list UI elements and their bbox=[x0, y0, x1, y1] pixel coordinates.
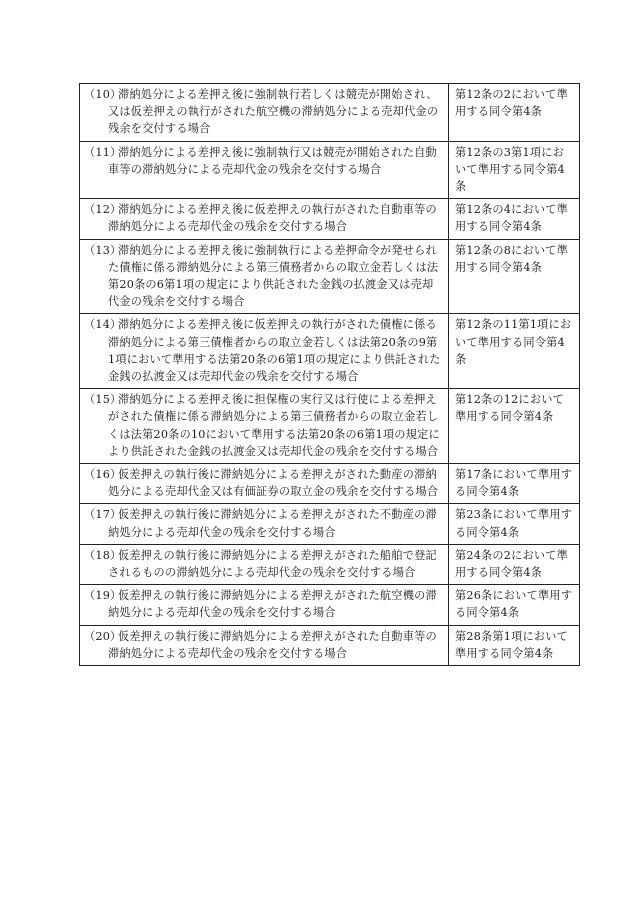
table-row bbox=[80, 544, 580, 584]
case-text: 仮差押えの執行後に滞納処分による差押えがされた航空機の滞納処分による売却代金の残余を交付する場合 bbox=[108, 589, 437, 620]
case-text: 仮差押えの執行後に滞納処分による差押えがされた動産の滞納処分による売却代金又は有価証券の取立金の残余を交付する場合 bbox=[108, 468, 439, 499]
case-number: （14） bbox=[84, 318, 122, 332]
case-text: 滞納処分による差押え後に強制執行による差押命令が発せられた債権に係る滞納処分による第三債務者からの取立金若しくは法第20条の6第1項の規定により供託された金銭の払渡金又は売却代金の残余を交付する場合 bbox=[108, 243, 439, 309]
case-cell bbox=[80, 544, 449, 584]
table-row bbox=[80, 84, 580, 142]
table-row bbox=[80, 504, 580, 544]
case-text: 滞納処分による差押え後に強制執行若しくは競売が開始され、又は仮差押えの執行がされた航空機の滞納処分による売却代金の残余を交付する場合 bbox=[108, 88, 439, 136]
table-row bbox=[80, 199, 580, 239]
reference-cell: 第17条において準用する同令第4条 bbox=[449, 464, 580, 504]
reference-cell: 第24条の2において準用する同令第4条 bbox=[449, 544, 580, 584]
case-cell bbox=[80, 314, 449, 389]
table-row bbox=[80, 141, 580, 199]
case-number: （20） bbox=[84, 629, 122, 643]
table-row bbox=[80, 389, 580, 464]
case-cell bbox=[80, 504, 449, 544]
case-cell bbox=[80, 464, 449, 504]
case-cell bbox=[80, 199, 449, 239]
reference-cell: 第28条第1項において準用する同令第4条 bbox=[449, 625, 580, 665]
case-number: （10） bbox=[84, 88, 122, 101]
case-number: （19） bbox=[84, 589, 122, 603]
case-number: （13） bbox=[84, 243, 122, 257]
reference-cell: 第23条において準用する同令第4条 bbox=[449, 504, 580, 544]
reference-cell: 第12条の12において準用する同令第4条 bbox=[449, 389, 580, 464]
table-row bbox=[80, 314, 580, 389]
case-text: 仮差押えの執行後に滞納処分による差押えがされた船舶で登記されるものの滞納処分による売却代金の残余を交付する場合 bbox=[108, 548, 437, 580]
reference-cell: 第12条の4において準用する同令第4条 bbox=[449, 199, 580, 239]
provisions-table-body bbox=[80, 84, 580, 666]
case-cell bbox=[80, 84, 449, 142]
case-text: 滞納処分による差押え後に担保権の実行又は行使による差押えがされた債権に係る滞納処分による第三債務者からの取立金若しくは法第20条の10において準用する法第20条の6第1項の規定により供託された金銭の払渡金又は売却代金の残余を交付する場合 bbox=[108, 393, 440, 458]
reference-cell: 第12条の8において準用する同令第4条 bbox=[449, 239, 580, 314]
table-row bbox=[80, 625, 580, 665]
case-cell bbox=[80, 389, 449, 464]
case-number: （17） bbox=[84, 508, 122, 522]
case-text: 滞納処分による差押え後に仮差押えの執行がされた自動車等の滞納処分による売却代金の残余を交付する場合 bbox=[108, 203, 437, 234]
reference-cell: 第12条の11第1項において準用する同令第4条 bbox=[449, 314, 580, 389]
case-cell bbox=[80, 141, 449, 199]
case-number: （12） bbox=[84, 203, 122, 217]
reference-cell: 第12条の3第1項において準用する同令第4条 bbox=[449, 141, 580, 199]
case-number: （16） bbox=[84, 468, 122, 482]
case-text: 仮差押えの執行後に滞納処分による差押えがされた自動車等の滞納処分による売却代金の残余を交付する場合 bbox=[108, 629, 437, 660]
table-row bbox=[80, 464, 580, 504]
case-text: 滞納処分による差押え後に強制執行又は競売が開始された自動車等の滞納処分による売却代金の残余を交付する場合 bbox=[108, 145, 437, 176]
case-cell bbox=[80, 625, 449, 665]
reference-cell: 第12条の2において準用する同令第4条 bbox=[449, 84, 580, 142]
case-cell bbox=[80, 585, 449, 625]
case-text: 滞納処分による差押え後に仮差押えの執行がされた債権に係る滞納処分による第三債権者からの取立金若しくは法第20条の9第1項において準用する法第20条の6第1項の規定により供託された金銭の払渡金又は売却代金の残余を交付する場合 bbox=[108, 318, 441, 384]
case-cell bbox=[80, 239, 449, 314]
table-row bbox=[80, 239, 580, 314]
reference-cell: 第26条において準用する同令第4条 bbox=[449, 585, 580, 625]
table-row bbox=[80, 585, 580, 625]
case-number: （15） bbox=[84, 393, 122, 407]
case-number: （11） bbox=[84, 145, 122, 159]
case-number: （18） bbox=[84, 548, 122, 562]
provisions-table bbox=[79, 83, 580, 666]
case-text: 仮差押えの執行後に滞納処分による差押えがされた不動産の滞納処分による売却代金の残余を交付する場合 bbox=[108, 508, 437, 539]
